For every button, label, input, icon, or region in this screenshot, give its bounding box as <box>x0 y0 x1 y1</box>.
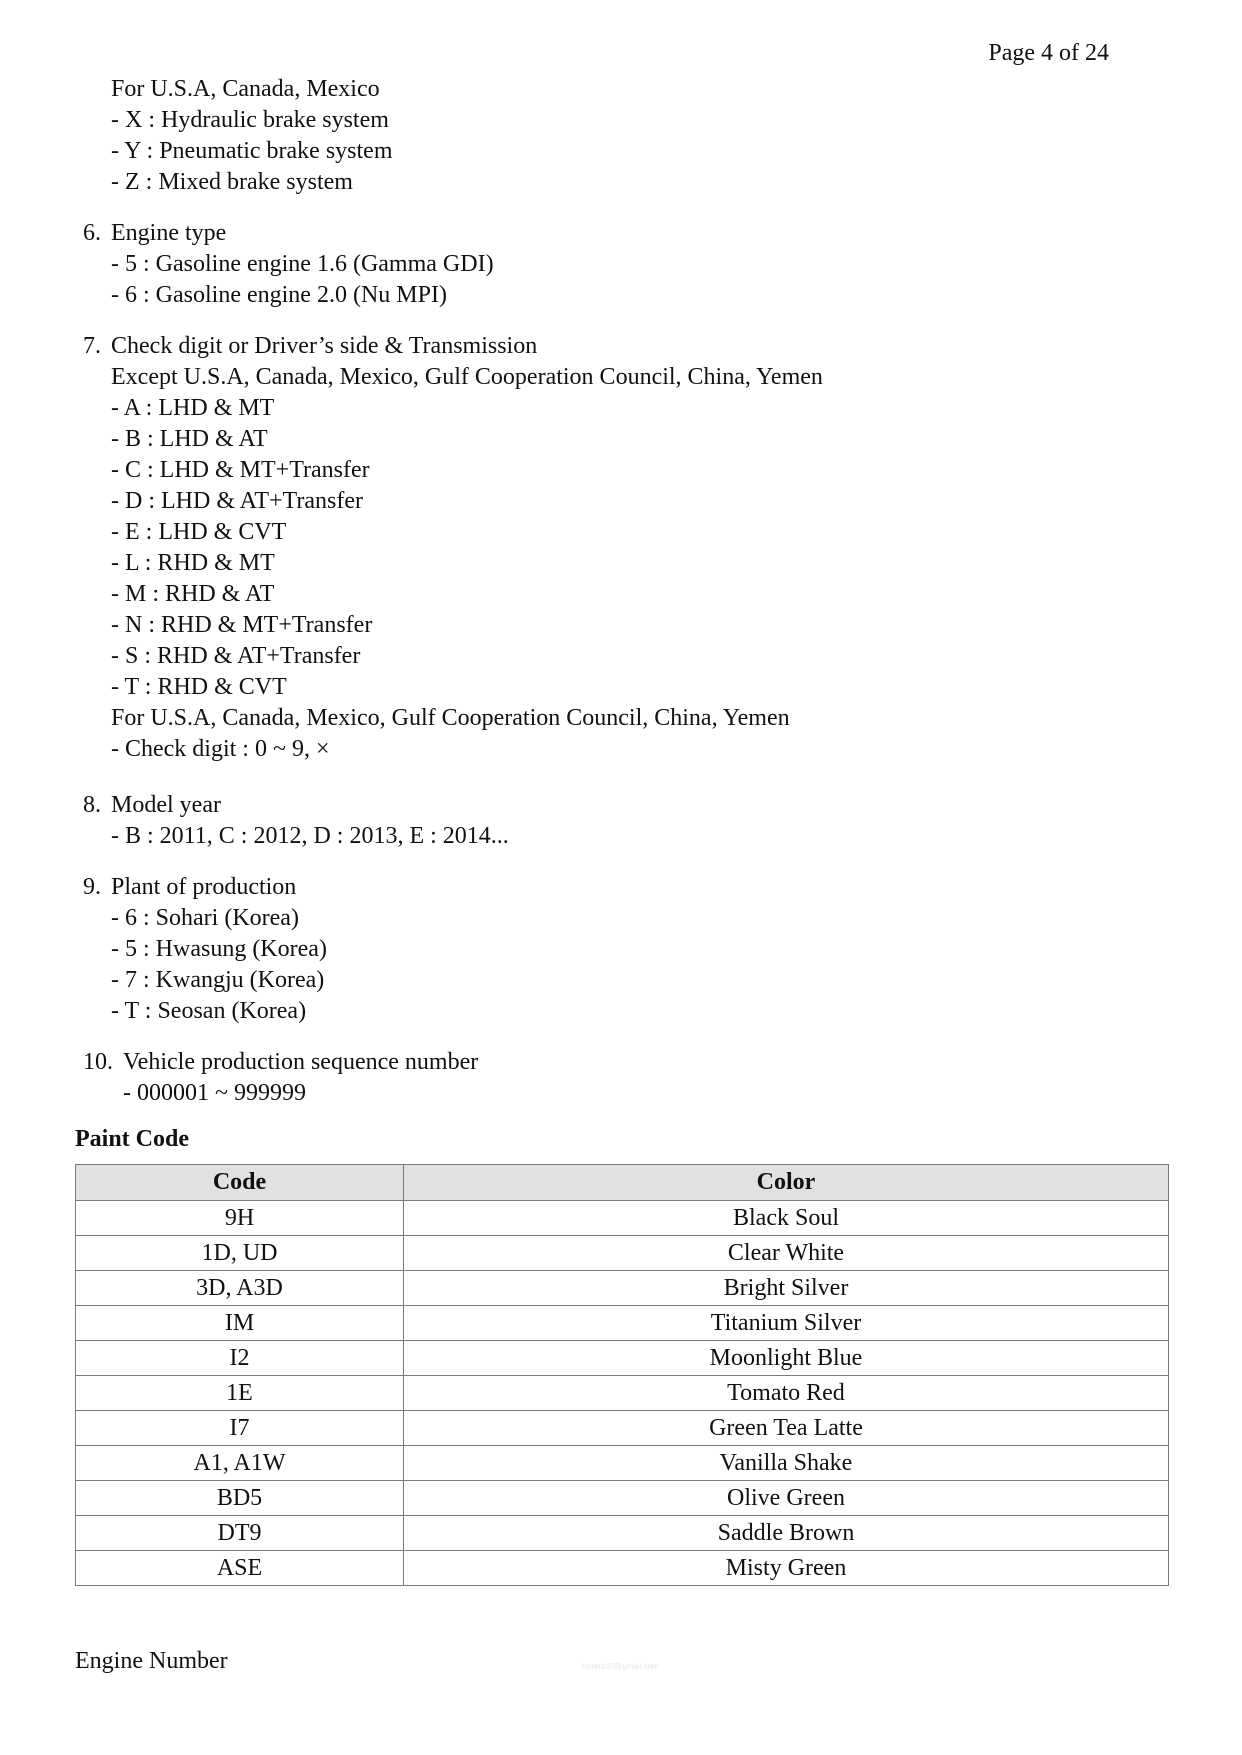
section-line: - 5 : Hwasung (Korea) <box>111 936 327 962</box>
section-line: - B : LHD & AT <box>111 426 268 452</box>
color-cell: Tomato Red <box>404 1376 1169 1411</box>
brake-item: - X : Hydraulic brake system <box>111 107 389 133</box>
table-row <box>76 1271 1169 1306</box>
color-cell: Clear White <box>404 1236 1169 1271</box>
code-cell: A1, A1W <box>76 1446 404 1481</box>
section-line: - D : LHD & AT+Transfer <box>111 488 363 514</box>
section-number: 9. <box>83 874 101 900</box>
table-row <box>76 1341 1169 1376</box>
section-title: Model year <box>111 792 221 818</box>
color-cell: Misty Green <box>404 1551 1169 1586</box>
code-cell: 9H <box>76 1201 404 1236</box>
section-number: 10. <box>83 1049 113 1075</box>
section-line: - B : 2011, C : 2012, D : 2013, E : 2014... <box>111 823 509 849</box>
section-number: 6. <box>83 220 101 246</box>
table-row <box>76 1446 1169 1481</box>
section-number: 7. <box>83 333 101 359</box>
section-line: - 6 : Gasoline engine 2.0 (Nu MPI) <box>111 282 447 308</box>
table-row <box>76 1201 1169 1236</box>
section-number: 8. <box>83 792 101 818</box>
section-title: Plant of production <box>111 874 297 900</box>
section-line: - Check digit : 0 ~ 9, × <box>111 736 330 762</box>
color-cell: Bright Silver <box>404 1271 1169 1306</box>
color-cell: Moonlight Blue <box>404 1341 1169 1376</box>
color-cell: Titanium Silver <box>404 1306 1169 1341</box>
section-line: - 000001 ~ 999999 <box>123 1080 306 1106</box>
color-cell: Green Tea Latte <box>404 1411 1169 1446</box>
engine-number-label: Engine Number <box>75 1648 228 1674</box>
section-title: Engine type <box>111 220 227 246</box>
section-line: For U.S.A, Canada, Mexico, Gulf Cooperation Council, China, Yemen <box>111 705 790 731</box>
section-line: - 7 : Kwangju (Korea) <box>111 967 325 993</box>
table-row <box>76 1306 1169 1341</box>
section-line: - N : RHD & MT+Transfer <box>111 612 373 638</box>
page-number: Page 4 of 24 <box>988 40 1109 66</box>
paint-code-title: Paint Code <box>75 1126 189 1152</box>
color-cell: Olive Green <box>404 1481 1169 1516</box>
color-cell: Black Soul <box>404 1201 1169 1236</box>
brake-item: - Z : Mixed brake system <box>111 169 353 195</box>
section-line: - L : RHD & MT <box>111 550 275 576</box>
section-line: - T : RHD & CVT <box>111 674 287 700</box>
table-row <box>76 1236 1169 1271</box>
section-title: Check digit or Driver’s side & Transmission <box>111 333 538 359</box>
section-line: - 6 : Sohari (Korea) <box>111 905 299 931</box>
code-cell: 3D, A3D <box>76 1271 404 1306</box>
code-cell: I2 <box>76 1341 404 1376</box>
watermark: torrent45@gmail.com <box>582 1662 659 1671</box>
section-line: - M : RHD & AT <box>111 581 275 607</box>
section-line: - S : RHD & AT+Transfer <box>111 643 361 669</box>
code-cell: IM <box>76 1306 404 1341</box>
code-cell: I7 <box>76 1411 404 1446</box>
section-line: - 5 : Gasoline engine 1.6 (Gamma GDI) <box>111 251 494 277</box>
code-cell: DT9 <box>76 1516 404 1551</box>
section-line: Except U.S.A, Canada, Mexico, Gulf Cooperation Council, China, Yemen <box>111 364 823 390</box>
code-cell: 1D, UD <box>76 1236 404 1271</box>
color-column-header: Color <box>404 1165 1169 1201</box>
code-cell: BD5 <box>76 1481 404 1516</box>
table-header-row <box>76 1165 1169 1201</box>
code-column-header: Code <box>76 1165 404 1201</box>
table-row <box>76 1481 1169 1516</box>
section-line: - T : Seosan (Korea) <box>111 998 307 1024</box>
section-line: - E : LHD & CVT <box>111 519 287 545</box>
section-title: Vehicle production sequence number <box>123 1049 479 1075</box>
color-cell: Saddle Brown <box>404 1516 1169 1551</box>
brake-item: - Y : Pneumatic brake system <box>111 138 393 164</box>
section-line: - A : LHD & MT <box>111 395 275 421</box>
section-line: - C : LHD & MT+Transfer <box>111 457 370 483</box>
table-row <box>76 1376 1169 1411</box>
paint-code-table <box>75 1164 1169 1586</box>
table-row <box>76 1411 1169 1446</box>
brake-heading: For U.S.A, Canada, Mexico <box>111 76 380 102</box>
color-cell: Vanilla Shake <box>404 1446 1169 1481</box>
table-row <box>76 1551 1169 1586</box>
table-row <box>76 1516 1169 1551</box>
code-cell: ASE <box>76 1551 404 1586</box>
code-cell: 1E <box>76 1376 404 1411</box>
